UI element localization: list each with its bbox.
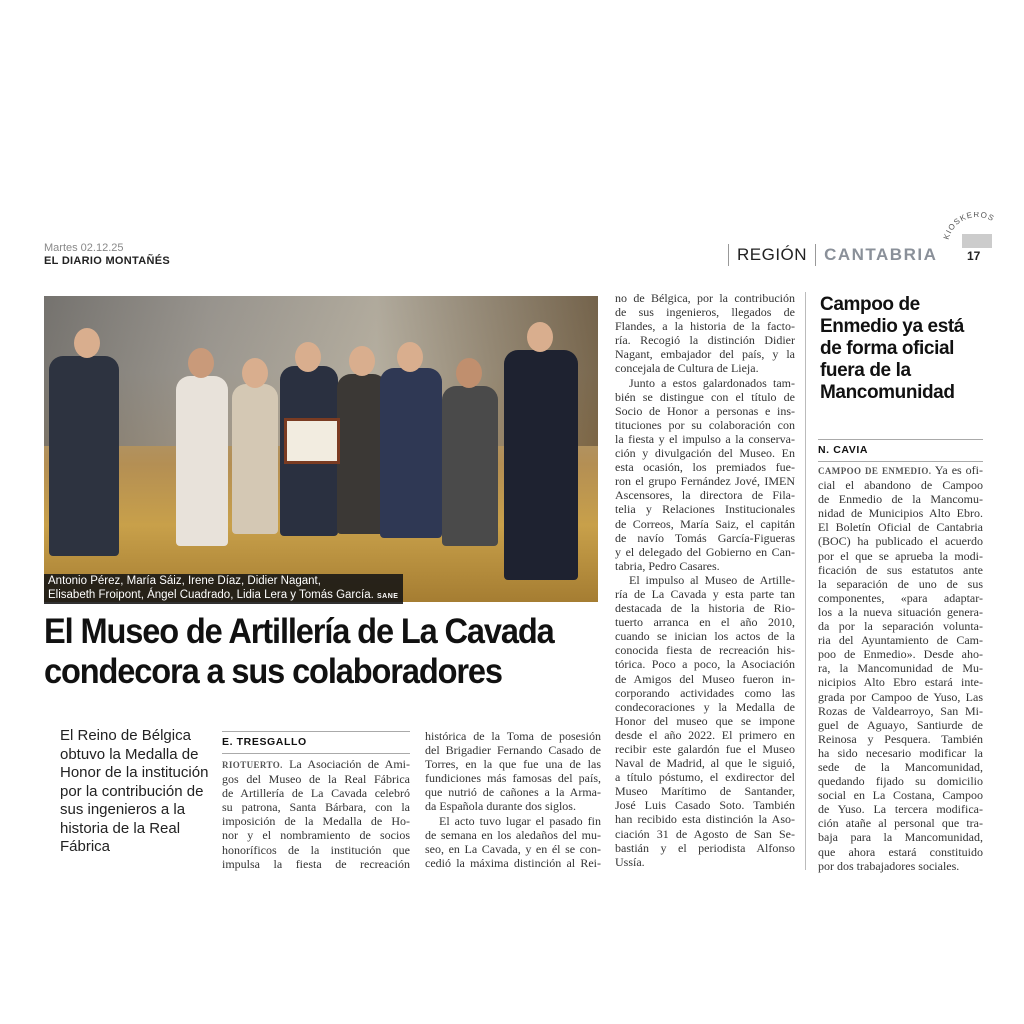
text-line: Reinosa y Pesquera. También [818,731,983,746]
text-line: Museo Marítimo de Santander, [615,784,795,799]
kioskeros-stamp-icon [940,212,1014,268]
text-line: Ascensores, la directora de Fila- [615,488,795,503]
text-line: los a la nueva situación genera- [818,604,983,619]
page-number: 17 [967,249,981,263]
text-line: cuando se inician los actos de la [615,629,795,644]
text-line: de Amigos del Museo fueron in- [615,671,795,686]
svg-text:KIOSKEROS: KIOSKEROS [941,212,997,241]
text-line: destacada de la historia de Rio- [615,601,795,616]
text-line: Junto a estos galardonados tam- [629,375,795,390]
text-line: la fiesta y el impulso a la conserva- [615,431,795,446]
text-line: grada por Campoo de Yuso, Las [818,689,983,704]
caption-line: Elisabeth Froipont, Ángel Cuadrado, Lidia Lera y Tomás García. [48,588,374,601]
text-line: impulsa la fiesta de recreación [222,856,410,871]
text-line: ria del Ayuntamiento de Cam- [818,633,983,648]
text-line: de semana en los aledaños del mu- [425,827,601,842]
text-line: ha sido necesario modificar la [818,745,983,760]
text-line: bién se distingue con el título de [615,389,795,404]
text-line: ciación 31 de Agosto de San Se- [615,826,795,841]
text-line: poo de Enmedio». Desde aho- [818,647,983,662]
text-line: recibir este galardón fue el Museo [615,742,795,756]
text-line: a título póstumo, el exdirector del [615,770,795,785]
text-line: bastián y el periodista Alfonso [615,840,795,855]
text-line: Socio de Honor a personas e ins- [615,403,795,418]
text-line: CAMPOO DE ENMEDIO. Ya es ofi- [818,463,983,477]
text-line: conocida fiesta de recreación his- [615,643,795,658]
text-line: por dos trabajadores sociales. [818,858,960,873]
dateline: CAMPOO DE ENMEDIO. [818,466,932,476]
text-line: de Yuso. La tercera modifica- [818,802,983,817]
caption-line: Antonio Pérez, María Sáiz, Irene Díaz, Didier Nagant, [48,575,321,587]
text-line: ficación de sus estatutos ante [818,562,983,577]
text-line: Naval de Madrid, al que le siguió, [615,756,795,771]
text-line: condecoraciones y la Medalla de [615,699,795,714]
text-line: Rozas de Valdearroyo, San Mi- [818,703,983,718]
text-line: quedando fijado su domicilio [818,774,983,789]
section-header [728,244,937,266]
side-column [818,463,983,873]
text-line: por el que se aprueba la modi- [818,548,983,563]
text-line: tituciones por su colaboración con [615,417,795,432]
text-line: cedió la máxima distinción al Rei- [425,855,601,870]
text-line: corporando actividades como las [615,685,795,700]
divider [728,244,729,266]
region-label: CANTABRIA [824,245,938,264]
text-line: Nagant, embajador del país, y la [615,347,795,362]
text-line: El impulso al Museo de Artille- [629,572,795,587]
text-line: fundiciones más famosas del país, [425,771,601,786]
main-byline-block [222,731,410,754]
text-line: que ahora estará constituido [818,844,983,859]
text-line: Ussía. [615,854,645,869]
award-photo [44,296,598,602]
text-line: ron el grupo Fernández Jové, IMEN [615,474,795,489]
byline: N. CAVIA [818,439,983,462]
side-byline-block [818,439,983,462]
text-line: gos del Museo de la Real Fábrica [222,772,410,787]
text-line: nor y el nombramiento de socios [222,828,410,843]
main-column-2 [425,729,601,870]
newspaper-name: EL DIARIO MONTAÑÉS [44,255,170,267]
dateline: RIOTUERTO. [222,760,283,770]
byline: E. TRESGALLO [222,731,410,754]
text-line: y el delegado del Gobierno en Can- [615,544,795,559]
text-line: componentes, «para adaptar- [818,590,983,605]
text-line: (BOC) ha publicado el acuerdo [818,534,983,549]
text-line: de Enmedio de la Mancomu- [818,492,983,507]
text-line: da por la separación volunta- [818,619,983,634]
text-line: guel de Aguayo, Santiurde de [818,717,983,732]
text-line: ción y divulgación del Museo. En [615,446,795,461]
main-column-3 [615,291,795,869]
text-line: de sus ingenieros, llegados de [615,305,795,320]
main-headline [44,612,565,692]
text-line: Flandes, a la historia de la facto- [615,319,795,334]
text-line: José Luis Casado Soto. También [615,798,795,813]
text-line: nicipios Alto Ebro estará inte- [818,675,983,690]
side-headline: Campoo de Enmedio ya está de forma oficial fuera de la Mancomunidad [820,294,964,403]
text-line: del Brigadier Fernando Casado de [425,743,601,758]
text-line: RIOTUERTO. La Asociación de Ami- [222,757,410,771]
text-line: sede de la Mancomunidad, [818,759,983,774]
subheadline: El Reino de Bélgica obtuvo la Medalla de Honor de la institución por la contribución de sus ingenieros a la historia de la Real Fábrica [60,727,209,855]
text-line: seo, en La Cavada, y en él se con- [425,841,601,856]
text-line: ra, la Mancomunidad de Mu- [818,661,983,676]
text-line: El Boletín Oficial de Cantabria [818,520,983,535]
text-line: El acto tuvo lugar el pasado fin [439,813,601,828]
text-line: no de Bélgica, por la contribución [615,291,795,305]
photo-caption [44,574,403,604]
headline-line: condecora a sus colaboradores [44,652,502,691]
text-line: social en La Costana, Campoo [818,788,983,803]
text-line: la separación de uno de sus [818,576,983,591]
text-line: ría. Recogió la distinción Didier [615,333,795,348]
text-line: ría de La Cavada y esta parte tan [615,586,795,601]
text-line: ción atañe al personal que tra- [818,816,983,831]
main-column-1 [222,757,410,871]
text-line: tuerto arranca en el año 2010, [615,615,795,630]
text-line: que nutrió de cañones a la Arma- [425,785,601,800]
text-line: baja para la Mancomunidad, [818,830,983,845]
text-line: tórica. Poco a poco, la Asociación [615,657,795,672]
text-line: nidad de Municipios Alto Ebro. [818,506,983,521]
text-line: honoríficos de la institución que [222,842,410,857]
text-line: concejala de Cultura de Lieja. [615,361,759,376]
issue-date: Martes 02.12.25 [44,242,124,254]
text-line: de Artillería de La Cavada celebró [222,786,410,801]
text-line: esta ocasión, los premiados fue- [615,460,795,475]
text-line: desde el año 2022. El primero en [615,727,795,742]
text-line: de navío Tomás García-Figueras [615,530,795,545]
text-line: han recibido esta distinción la Aso- [615,812,795,827]
text-line: da Española durante dos siglos. [425,799,576,814]
headline-line: El Museo de Artillería de La Cavada [44,612,554,651]
text-line: histórica de la Toma de posesión [425,729,601,743]
text-line: su patrona, Santa Bárbara, con la [222,800,410,815]
text-line: telia y Relaciones Institucionales [615,502,795,517]
text-line: tabria, Pedro Casares. [615,558,720,573]
text-line: Honor del museo que se impone [615,713,795,728]
text-line: Torres, en la que fue una de las [425,757,601,772]
text-line: de Correos, María Saiz, el capitán [615,516,795,531]
divider [815,244,816,266]
text-line: cial el abandono de Campoo [818,478,983,493]
column-divider [805,292,806,870]
text-line: imposición de la Medalla de Ho- [222,814,410,829]
section-label: REGIÓN [737,245,808,264]
photo-credit: SANE [377,592,399,600]
